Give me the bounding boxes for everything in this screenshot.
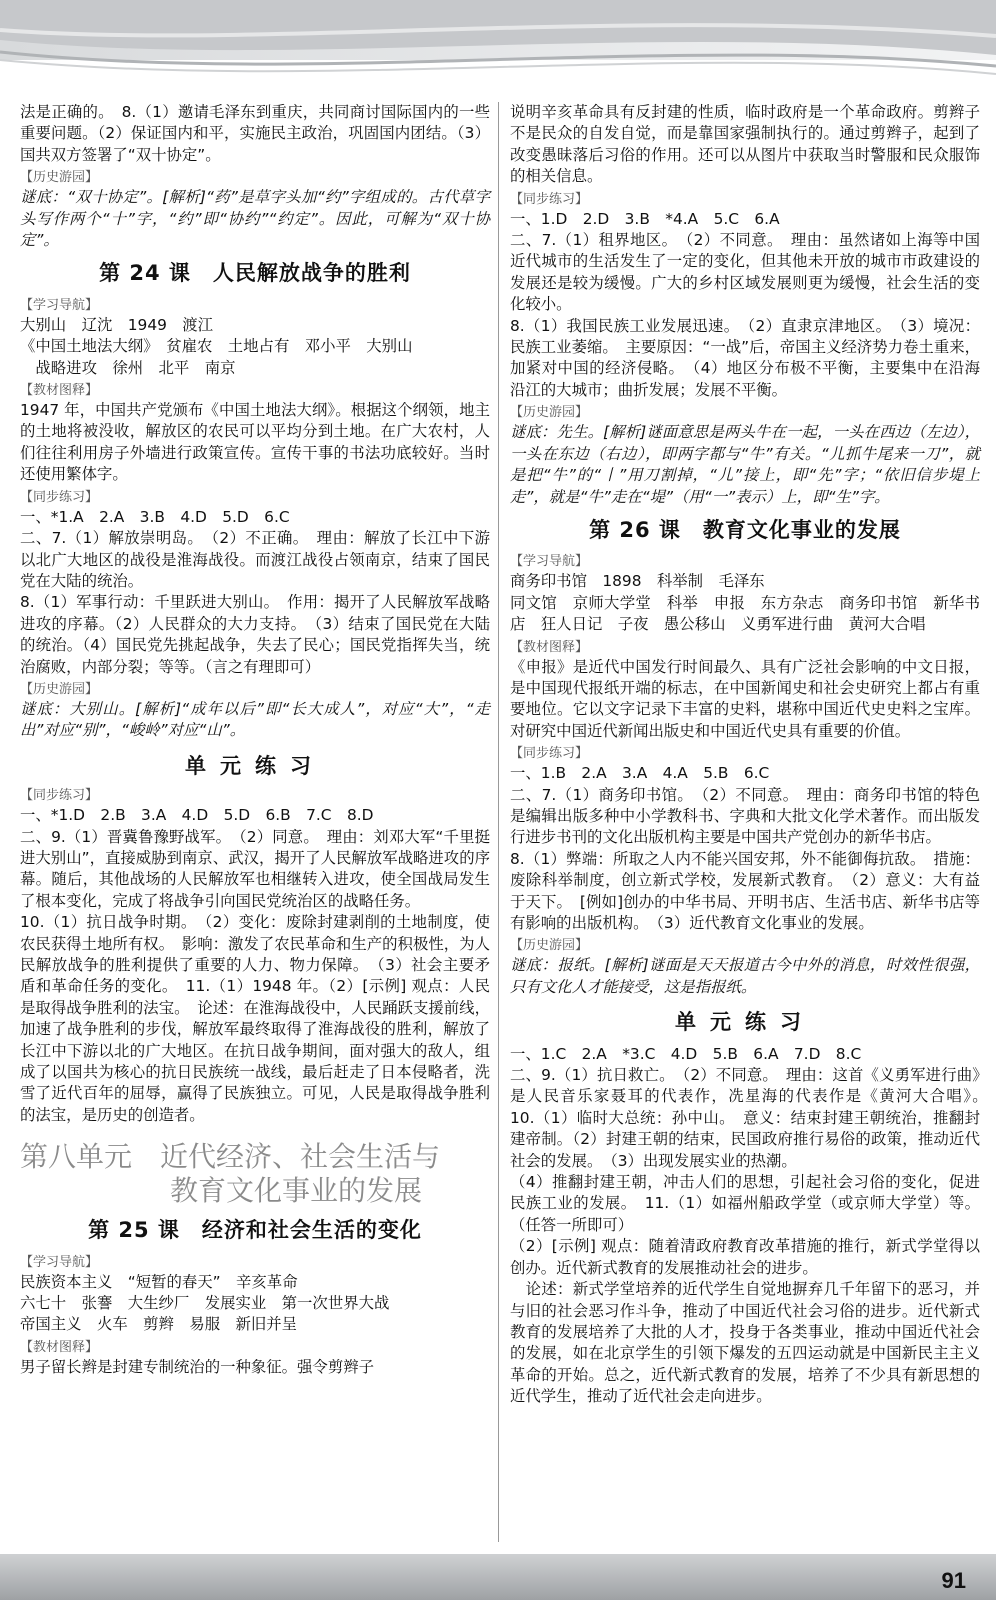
bottom-decorative-band: [0, 1554, 996, 1600]
riddle-text: 谜底：报纸。[解析]谜面是天天报道古今中外的消息，时效性很强，只有文化人才能接受，这是指报纸。: [510, 956, 980, 996]
section-tag: 【历史游园】: [20, 681, 99, 697]
section-tag: 【学习导航】: [20, 1254, 99, 1270]
answer-block: 二、9.（1）抗日救亡。 （2）不同意。 理由：这首《义勇军进行曲》是人民音乐家聂耳的代表作，冼星海的代表作是《黄河大合唱》。 10.（1）临时大总统：孙中山。 意义：结束封建王朝统治，推翻封建帝制。（2）封建王朝的结束，民国政府推行易俗的政策，推动近代社会的发展。 （3）出现发展实业的热潮。 （4）推翻封建王朝，冲击人们的思想，引起社会习俗的变化，促进民族工业的发展。 11.（1）如福州船政学堂（或京师大学堂）等。（任答一所即可） （2）[示例] 观点：随着清政府教育改革措施的推行，新式学堂得以创办。近代新式教育的发展推动社会的进步。 论述：新式学堂培养的近代学生自觉地摒弃几千年留下的恶习，并与旧的社会恶习作斗争，推动了中国近代社会习俗的进步。近代新式教育的发展培养了大批的人才，投身于各类事业，推动中国近代社会的发展，如在北京学生的引领下爆发的五四运动就是中国新民主主义革命的开始。总之，近代新式教育的发展，培养了不少具有新思想的近代学生，推动了近代社会走向进步。: [510, 1066, 980, 1406]
section-tag: 【历史游园】: [510, 405, 589, 421]
unit-title-line1: 第八单元 近代经济、社会生活与: [20, 1140, 441, 1174]
section-tag: 【教材图释】: [20, 1339, 99, 1355]
section-tag: 【教材图释】: [510, 639, 589, 655]
riddle-text: 谜底：先生。[解析]谜面意思是两头牛在一起，一头在西边（左边），一头在东边（右边），即两字都与“牛”有关。“儿抓牛尾来一刀”，就是把“牛”的“丨”用刀割掉，“儿”接上，即“先”字；“依旧信步堤上走”，就是“牛”走在“堤”（用“一”表示）上，即“生”字。: [510, 423, 980, 506]
lesson-title: 第 26 课 教育文化事业的发展: [589, 517, 901, 542]
answer-block: 二、9.（1）晋冀鲁豫野战军。 （2）同意。 理由：刘邓大军“千里挺进大别山”，直接威胁到南京、武汉，揭开了人民解放军战略进攻的序幕。随后，其他战场的人民解放军也相继转入进攻，使全国战局发生了根本变化，完成了将战争引向国民党统治区的战略任务。 10.（1）抗日战争时期。 （2）变化：废除封建剥削的土地制度，使农民获得土地所有权。 影响：激发了农民革命和生产的积极性，为人民解放战争的胜利提供了重要的人力、物力保障。 （3）社会主要矛盾和革命任务的变化。 11.（1）1948 年。（2）[示例] 观点：人民是取得战争胜利的法宝。 论述：在淮海战役中，人民踊跃支援前线，加速了战争胜利的步伐，解放军最终取得了淮海战役的胜利，解放了长江中下游以北的广大地区。在抗日战争期间，面对强大的敌人，组成了以国共为核心的抗日民族统一战线，最后赶走了日本侵略者，洗雪了近代百年的屈辱，赢得了民族独立。可见，人民是取得战争胜利的法宝，是历史的创造者。: [20, 827, 490, 1124]
multiple-choice-answers: 一、1.D 2.D 3.B *4.A 5.C 6.A: [510, 209, 780, 228]
unit-title-line2: 教育文化事业的发展: [170, 1174, 423, 1208]
page-number: 91: [941, 1568, 966, 1593]
multiple-choice-answers: 一、1.C 2.A *3.C 4.D 5.B 6.A 7.D 8.C: [510, 1044, 862, 1063]
section-tag: 【教材图释】: [20, 383, 99, 399]
unit-title: [20, 1140, 490, 1208]
riddle-text: 谜底：“双十协定”。[解析]“药”是草字头加“约”字组成的。古代草字头写作两个“十”字，“约”即“协约”“约定”。因此，可解为“双十协定”。: [20, 188, 490, 250]
figure-explanation: 1947 年，中国共产党颁布《中国土地法大纲》。根据这个纲领，地主的土地将被没收，解放区的农民可以平均分到土地。在广大农村，人们往往利用房子外墙进行政策宣传。宣传干事的书法功底较好。当时还使用繁体字。: [20, 401, 490, 484]
keyword-list: 大别山 辽沈 1949 渡江 《中国土地法大纲》 贫雇农 土地占有 邓小平 大别山 战略进攻 徐州 北平 南京: [20, 315, 413, 377]
section-tag: 【历史游园】: [20, 170, 99, 186]
lesson-title: 第 24 课 人民解放战争的胜利: [99, 261, 411, 286]
left-column: [20, 102, 490, 1378]
unit-practice-title: 单元练习: [185, 753, 325, 778]
answer-block: 法是正确的。 8.（1）邀请毛泽东到重庆，共同商讨国际国内的一些重要问题。（2）保证国内和平，实施民主政治，巩固国内团结。（3）国共双方签署了“双十协定”。: [20, 103, 490, 164]
figure-explanation: 《申报》是近代中国发行时间最久、具有广泛社会影响的中文日报，是中国现代报纸开端的标志，在中国新闻史和社会史研究上都占有重要地位。它以文字记录下丰富的史料，堪称中国近代史史料之宝库。对研究中国近代新闻出版史和中国近代史具有重要的价值。: [510, 657, 980, 740]
section-tag: 【历史游园】: [510, 938, 589, 954]
multiple-choice-answers: 一、1.B 2.A 3.A 4.A 5.B 6.C: [510, 764, 770, 783]
top-wave-graphic: [0, 0, 996, 96]
answer-block: 二、7.（1）解放崇明岛。 （2）不正确。 理由：解放了长江中下游以北广大地区的战役是淮海战役。而渡江战役占领南京，结束了国民党在大陆的统治。 8.（1）军事行动：千里跃进大别山。 作用：揭开了人民解放军战略进攻的序幕。（2）人民群众的大力支持。 （3）结束了国民党在大陆的统治。（4）国民党先挑起战争，失去了民心；国民党指挥失当，统治腐败，内部分裂；等等。（言之有理即可）: [20, 529, 490, 676]
section-tag: 【同步练习】: [510, 191, 589, 207]
column-divider: [498, 102, 499, 1542]
section-tag: 【学习导航】: [20, 297, 99, 313]
multiple-choice-answers: 一、*1.A 2.A 3.B 4.D 5.D 6.C: [20, 507, 290, 526]
right-column: [510, 102, 980, 1408]
answer-block: 说明辛亥革命具有反封建的性质，临时政府是一个革命政府。剪辫子不是民众的自发自觉，而是靠国家强制执行的。通过剪辫子，起到了改变愚昧落后习俗的作用。还可以从图片中获取当时警服和民众服饰的相关信息。: [510, 103, 980, 186]
unit-practice-title: 单元练习: [675, 1010, 815, 1035]
answer-block: 二、7.（1）商务印书馆。 （2）不同意。 理由：商务印书馆的特色是编辑出版多种中小学教科书、字典和大批文化学术著作。而出版发行进步书刊的文化出版机构主要是中国共产党创办的新华书店。 8.（1）弊端：所取之人内不能兴国安邦，外不能御侮抗敌。 措施：废除科举制度，创立新式学校，发展新式教育。 （2）意义：大有益于天下。 [例如]创办的中华书局、开明书店、生活书店、新华书店等有影响的出版机构。 （3）近代教育文化事业的发展。: [510, 785, 980, 932]
riddle-text: 谜底：大别山。[解析]“成年以后”即“长大成人”，对应“大”，“走出”对应“别”，“峻岭”对应“山”。: [20, 699, 490, 740]
answer-block: 二、7.（1）租界地区。 （2）不同意。 理由：虽然诸如上海等中国近代城市的生活发生了一定的变化，但其他未开放的城市市政建设的发展还是较为缓慢。广大的乡村区域发展则更为缓慢，社会生活的变化较小。 8.（1）我国民族工业发展迅速。 （2）直隶京津地区。 （3）境况：民族工业萎缩。 主要原因：“一战”后，帝国主义经济势力卷土重来，加紧对中国的经济侵略。 （4）地区分布极不平衡，主要集中在沿海沿江的大城市；曲折发展；发展不平衡。: [510, 231, 980, 399]
section-tag: 【同步练习】: [510, 746, 589, 762]
top-decorative-band: [0, 0, 996, 96]
keyword-list: 商务印书馆 1898 科举制 毛泽东 同文馆 京师大学堂 科举 申报 东方杂志 商务印书馆 新华书店 狂人日记 子夜 愚公移山 义勇军进行曲 黄河大合唱: [510, 572, 980, 634]
section-tag: 【同步练习】: [20, 489, 99, 505]
figure-explanation: 男子留长辫是封建专制统治的一种象征。强令剪辫子: [20, 1357, 374, 1376]
multiple-choice-answers: 一、*1.D 2.B 3.A 4.D 5.D 6.B 7.C 8.D: [20, 806, 374, 825]
section-tag: 【学习导航】: [510, 554, 589, 570]
lesson-title: 第 25 课 经济和社会生活的变化: [88, 1218, 422, 1243]
section-tag: 【同步练习】: [20, 788, 99, 804]
keyword-list: 民族资本主义 “短暂的春天” 辛亥革命 六七十 张謇 大生纱厂 发展实业 第一次世界大战 帝国主义 火车 剪辫 易服 新旧并呈: [20, 1272, 390, 1334]
